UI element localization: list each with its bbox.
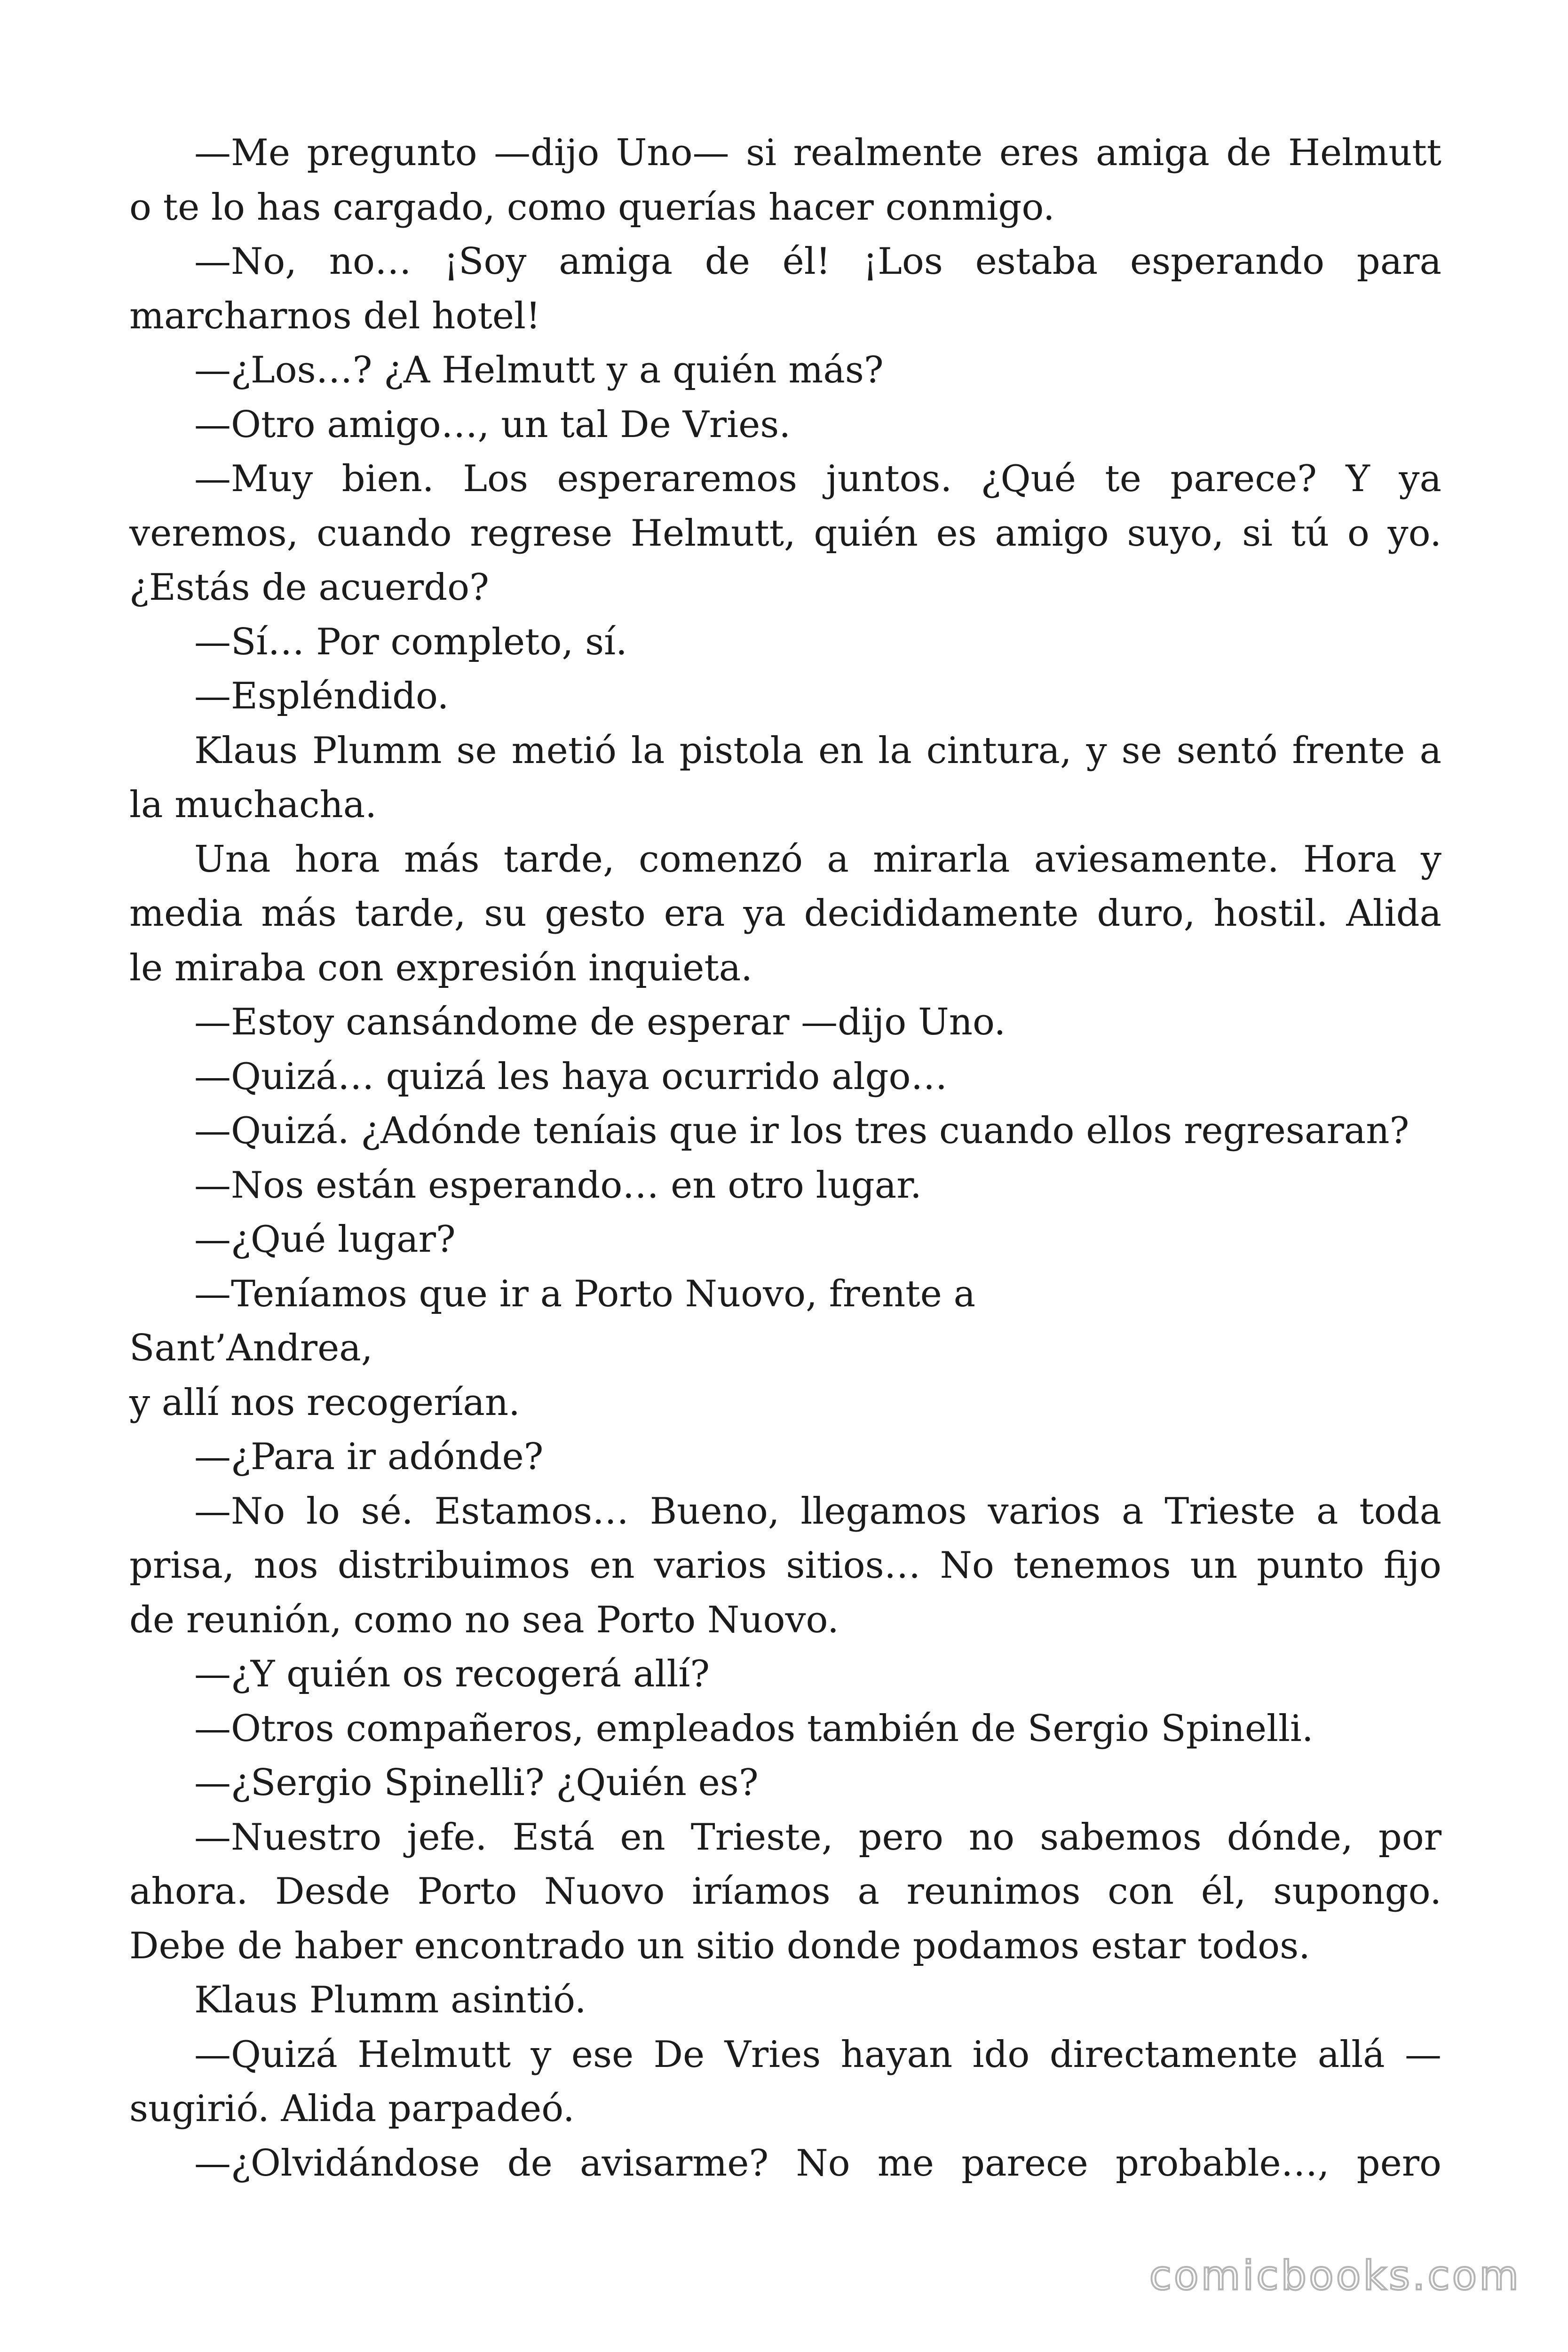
text-line: ¿Estás de acuerdo? [129,566,489,609]
text-line: —Espléndido. [194,675,449,717]
text-line: —¿Para ir adónde? [194,1436,544,1478]
text-line: —¿Los…? ¿A Helmutt y a quién más? [194,349,884,391]
watermark: comicbooks.com [1149,2252,1521,2299]
text-line: Una hora más tarde, comenzó a mirarla aviesamente. Hora y [194,838,1441,881]
text-line: Klaus Plumm se metió la pistola en la cintura, y se sentó frente a [194,729,1441,772]
text-line: —Otros compañeros, empleados también de Sergio Spinelli. [194,1707,1314,1750]
text-line: sugirió. Alida parpadeó. [129,2088,575,2130]
text-line: —Quizá. ¿Adónde teníais que ir los tres cuando ellos regresaran? [194,1110,1410,1152]
text-line: ahora. Desde Porto Nuovo iríamos a reunimos con él, supongo. [129,1870,1441,1913]
text-line: —Teníamos que ir a Porto Nuovo, frente a [194,1272,976,1315]
text-line: Debe de haber encontrado un sitio donde podamos estar todos. [129,1924,1310,1967]
text-line: —Quizá Helmutt y ese De Vries hayan ido directamente allá — [194,2033,1441,2076]
text-line: —Nos están esperando… en otro lugar. [194,1164,922,1207]
text-line: marcharnos del hotel! [129,294,541,337]
text-line: —No lo sé. Estamos… Bueno, llegamos varios a Trieste a toda [194,1490,1441,1533]
text-line: Sant’Andrea, [129,1327,373,1369]
text-line: —Me pregunto —dijo Uno— si realmente eres amiga de Helmutt [194,132,1441,174]
text-line: la muchacha. [129,784,377,826]
text-line: —Estoy cansándome de esperar —dijo Uno. [194,1001,1006,1043]
text-line: —No, no… ¡Soy amiga de él! ¡Los estaba esperando para [194,240,1441,283]
text-line: veremos, cuando regrese Helmutt, quién es amigo suyo, si tú o yo. [129,512,1441,555]
text-line: —¿Olvidándose de avisarme? No me parece probable…, pero [194,2142,1441,2185]
text-line: —Quizá… quizá les haya ocurrido algo… [194,1055,948,1098]
text-line: —¿Qué lugar? [194,1218,456,1261]
text-line: de reunión, como no sea Porto Nuovo. [129,1598,839,1641]
text-line: —Sí… Por completo, sí. [194,620,627,663]
text-line: o te lo has cargado, como querías hacer conmigo. [129,186,1055,229]
text-line: le miraba con expresión inquieta. [129,946,753,989]
book-page-text [129,126,1441,2191]
text-line: y allí nos recogerían. [129,1381,520,1424]
text-line: —¿Y quién os recogerá allí? [194,1653,710,1695]
text-line: prisa, nos distribuimos en varios sitios… No tenemos un punto fijo [129,1544,1441,1587]
text-line: media más tarde, su gesto era ya decididamente duro, hostil. Alida [129,892,1441,935]
text-line: —¿Sergio Spinelli? ¿Quién es? [194,1762,759,1804]
text-line: —Muy bien. Los esperaremos juntos. ¿Qué te parece? Y ya [194,458,1441,500]
text-line: —Otro amigo…, un tal De Vries. [194,403,791,446]
text-line: Klaus Plumm asintió. [194,1979,586,2021]
text-line: —Nuestro jefe. Está en Trieste, pero no sabemos dónde, por [194,1816,1441,1859]
